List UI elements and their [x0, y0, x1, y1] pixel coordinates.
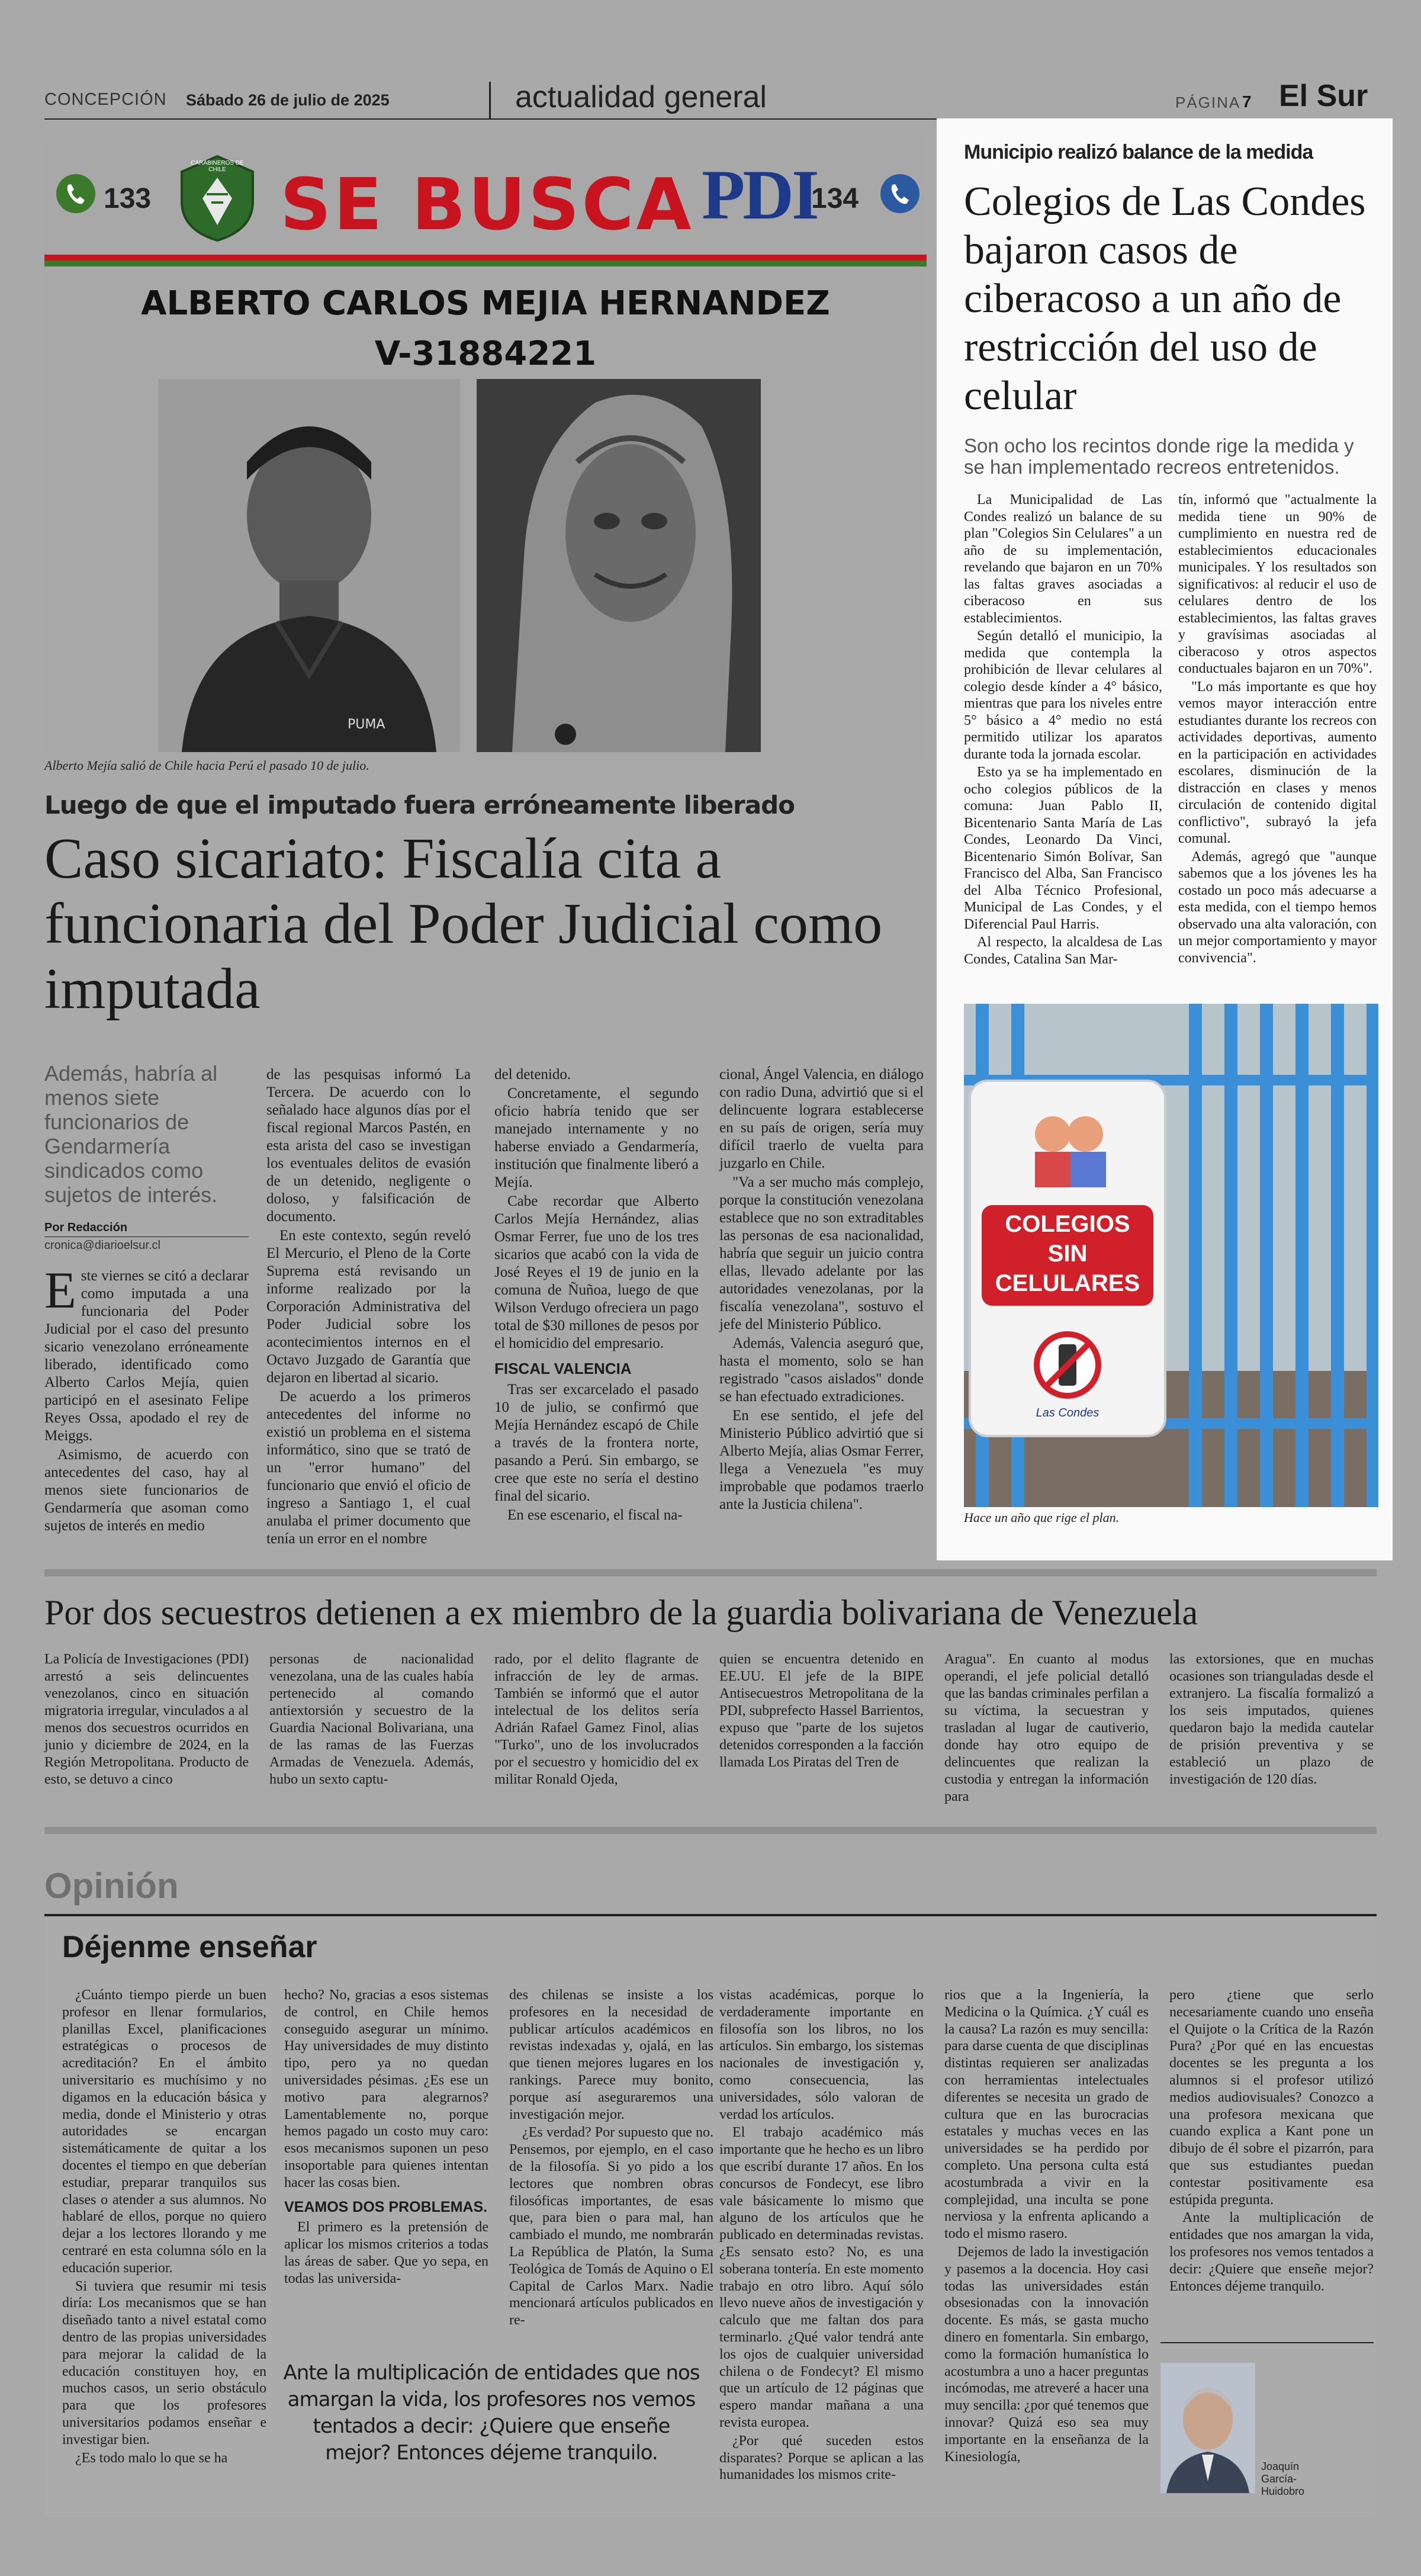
- story3-column-2: personas de nacionalidad venezolana, una de las cuales había pertenecido al comando antiextorsión y secuestro de la Guardia Nacional Bolivariana, una de las ramas de las Fuerzas Armadas de Venezuela. Además, hubo un sexto captu-: [269, 1652, 474, 1787]
- paragraph: En ese sentido, el jefe del Ministerio Público advirtió que si Alberto Mejía, alias Osmar Ferrer, llega a Venezuela "es muy improbable que podamos traerlo ante la Justicia chilena".: [719, 1408, 924, 1512]
- story3-column-4: quien se encuentra detenido en EE.UU. El jefe de la BIPE Antisecuestros Metropolitana de la PDI, subprefecto Hassel Barrientos, expuso que "parte de los sujetos detenidos corresponden a la facción llamada Los Piratas del Tren de: [719, 1652, 924, 1770]
- paragraph: del detenido.: [494, 1067, 571, 1083]
- paragraph: El primero es la pretensión de aplicar los mismos criterios a todas las áreas de saber. Que yo sepa, en todas las universida-: [284, 2220, 488, 2286]
- poster-title: SE BUSCA: [280, 164, 694, 246]
- phone-icon: [879, 173, 921, 214]
- paragraph: hecho? No, gracias a esos sistemas de control, en Chile hemos conseguido asegurar un mínimo. Hay universidades de muy distinto tipo, pero ya no quedan universidades pésimas. ¿Es ese un motivo para alegrarnos? Lamentablemente no, porque hemos pagado un costo muy caro: esos mecanismos suponen un peso insoportable para quienes intentan hacer las cosas bien.: [284, 1987, 488, 2190]
- paragraph: des chilenas se insiste a los profesores en la necesidad de publicar artículos académicos en revistas indexadas y, ojalá, en las que tienen mejores lugares en los rankings. Parece muy bonito, porque así aseguraremos una investigación mejor.: [509, 1987, 713, 2122]
- opinion-section-title: Opinión: [44, 1866, 179, 1906]
- paragraph: rios que a la Ingeniería, la Medicina o la Química. ¿Y cuál es la causa? La razón es muy sencilla: para darse cuenta de que disciplinas distintas requieren ser analizadas con herramientas intelectuales diferentes se necesita un grado de cultura que en las burocracias estatales y muchas veces en las universidades se ha perdido por completo. Una persona culta está acostumbrada a vivir en la complejidad, una inculta se pone nerviosa y la enfrenta aplicando a todo el mismo rasero.: [944, 1987, 1149, 2242]
- school-fence-photo: [964, 1004, 1378, 1507]
- paragraph: ¿Por qué suceden estos disparates? Porque se aplican a las humanidades los mismos crite-: [719, 2433, 924, 2483]
- paragraph: pero ¿tiene que serlo necesariamente cuando uno enseña el Quijote o la Crítica de la Razón Pura? ¿Por qué en las encuestas docentes se les pregunta a los alumnos si el profesor utilizó medios audiovisuales? Conozco a una profesora mexicana que cuando explica a Kant pone un dibujo de él sobre el pizarrón, para que sus estudiantes puedan contestar positivamente esa estúpida pregunta.: [1169, 1987, 1374, 2208]
- opinion-column-3: [509, 1987, 713, 2329]
- story3-column-1: La Policía de Investigaciones (PDI) arrestó a seis delincuentes venezolanos, cinco en situación migratoria irregular, vinculados a al menos dos secuestros ocurridos en junio y diciembre de 2024, en la Región Metropolitana. Producto de esto, se detuvo a cinco: [44, 1652, 249, 1787]
- section-rule: [44, 1569, 1377, 1576]
- paragraph: "Lo más importante es que hoy vemos mayor interacción entre estudiantes durante los recreos con actividades deportivas, aumento en la participación en actividades escolares, disminución de la distracción en clases y menos circulación de contenido digital conflictivo", subrayó la jefa comunal.: [1178, 679, 1377, 846]
- author-photo: [1160, 2363, 1255, 2493]
- header-date: Sábado 26 de julio de 2025: [186, 91, 390, 109]
- byline-rule: [44, 1236, 249, 1237]
- paragraph: Concretamente, el segundo oficio habría tenido que ser manejado internamente y no haberse enviado a Gendarmería, institución que finalmente liberó a Mejía.: [494, 1085, 699, 1190]
- story2-caption: Hace un año que rige el plan.: [964, 1510, 1120, 1525]
- opinion-column-1: [62, 1987, 266, 2466]
- paragraph: En ese escenario, el fiscal na-: [507, 1507, 683, 1523]
- paragraph: ¿Cuánto tiempo pierde un buen profesor en llenar formularios, planillas Excel, planificaciones estratégicas o procesos de acreditación? En el ámbito universitario es muchísimo y no digamos en la educación básica y media, donde el Ministerio y otras autoridades se encargan sistemáticamente de quitar a los docentes el tiempo en que deberían estudiar, preparar tranquilos sus clases o atender a sus alumnos. No hablaré de ellos, porque no quiero dejar a los lectores llorando y me centraré en esta columna sólo en la educación superior.: [62, 1987, 266, 2276]
- paragraph: ste viernes se citó a declarar como imputada a una funcionaria del Poder Judicial por el caso del presunto sicario venezolano erróneamente liberado, identificado como Alberto Carlos Mejía, quien participó en el asesinato Felipe Reyes Ossa, apodado el rey de Meiggs.: [44, 1268, 249, 1444]
- paragraph: cional, Ángel Valencia, en diálogo con radio Duna, advirtió que si el delincuente lograra establecerse en su país de origen, sería muy difícil traerlo de vuelta para juzgarlo en Chile.: [719, 1067, 924, 1171]
- wanted-poster: [44, 136, 927, 773]
- opinion-column-6: [1169, 1987, 1374, 2295]
- opinion-column-2: [284, 1987, 488, 2288]
- sign-line-1: COLEGIOS: [1005, 1211, 1130, 1237]
- story2-deck: Son ocho los recintos donde rige la medida y se han implementado recreos entretenidos.: [964, 435, 1354, 478]
- paragraph: Si tuviera que resumir mi tesis diría: Los mecanismos que se han diseñado tanto a nivel estatal como dentro de las propias universidades para mejorar la calidad de la educación constituyen hoy, en muchos casos, un serio obstáculo para que los profesores universitarios podamos enseñar e investigar bien.: [62, 2278, 266, 2447]
- sign-line-2: SIN: [1047, 1241, 1088, 1267]
- dropcap: E: [44, 1262, 76, 1319]
- header-divider: [489, 82, 491, 118]
- poster-phone-right: 134: [811, 183, 859, 214]
- story2-column-2: [1178, 492, 1377, 966]
- paragraph: Además, Valencia aseguró que, hasta el momento, solo se han registrado "casos aislados" donde se han efectuado extradiciones.: [719, 1335, 924, 1405]
- story3-column-3: rado, por el delito flagrante de infracción de ley de armas. También se informó que el autor intelectual de los delitos sería Adrián Rafael Gamez Finol, alias "Turko", uno de los involucrados por el secuestro y homicidio del ex militar Ronald Ojeda,: [494, 1652, 699, 1787]
- story1-deck: Además, habría al menos siete funcionarios de Gendarmería sindicados como sujetos de interés.: [44, 1061, 218, 1207]
- story2-column-1: [964, 492, 1162, 968]
- svg-text:PUMA: PUMA: [348, 717, 385, 732]
- paragraph: Asimismo, de acuerdo con antecedentes del caso, hay al menos siete funcionarios de Gendarmería que asoman como sujetos de interés en medio: [44, 1447, 249, 1534]
- paragraph: De acuerdo a los primeros antecedentes del informe no existió un problema en el sistema informático, sino que se trató de un "error humano" del funcionario que envió el oficio de ingreso a Santiago 1, el cual anulaba el primer documento que tenía un error en el nombre: [266, 1389, 471, 1547]
- section-rule: [44, 1827, 1377, 1834]
- paragraph: En este contexto, según reveló El Mercurio, el Pleno de la Corte Suprema está revisando un informe realizado por la Corporación Administrativa del Poder Judicial sobre los acontecimientos internos en el Octavo Juzgado de Garantía que dejaron en libertad al sicario.: [266, 1228, 471, 1386]
- story2-kicker: Municipio realizó balance de la medida: [964, 141, 1313, 163]
- author-name: Joaquín García-Huidobro: [1261, 2461, 1305, 2497]
- poster-stripe: [44, 261, 927, 266]
- header-page-number: 7: [1242, 92, 1252, 111]
- paragraph: Tras ser excarcelado el pasado 10 de julio, se confirmó que Mejía Hernández escapó de Chile a través de la frontera norte, pasando a Perú. Sin embargo, se cree que este no sería el destino final del sicario.: [494, 1382, 699, 1504]
- story1-headline: Caso sicariato: Fiscalía cita a funcionaria del Poder Judicial como imputada: [44, 827, 883, 1021]
- story1-byline: Por Redacción: [44, 1221, 128, 1234]
- suspect-photo: [158, 379, 460, 752]
- story3-headline: Por dos secuestros detienen a ex miembro de la guardia bolivariana de Venezuela: [44, 1593, 1198, 1632]
- avatar: [1160, 2363, 1255, 2493]
- header-paper-name: El Sur: [1279, 79, 1368, 113]
- paragraph: Ante la multiplicación de entidades que nos amargan la vida, los profesores nos vemos tentados a decir: ¿Quiere que enseñe mejor? Entonces déjeme tranquilo.: [1169, 2210, 1374, 2294]
- pull-quote: Ante la multiplicación de entidades que nos amargan la vida, los profesores nos vemos tentados a decir: ¿Quiere que enseñe mejor? Entonces déjeme tranquilo.: [283, 2361, 700, 2465]
- story3-column-5: Aragua". En cuanto al modus operandi, el jefe policial detalló que las bandas criminales perfilan a su víctima, la secuestran y trasladan al lugar de cautiverio, donde hay otro equipo de delincuentes que realizan la custodia y entregan la información para: [944, 1652, 1149, 1804]
- poster-caption: Alberto Mejía salió de Chile hacia Perú el pasado 10 de julio.: [44, 758, 369, 773]
- story1-subhead: FISCAL VALENCIA: [494, 1360, 632, 1377]
- paragraph: Esto ya se ha implementado en ocho colegios públicos de la comuna: Juan Pablo II, Bicentenario Santa María de Las Condes, Leonardo Da Vinci, Bicentenario Simón Bolívar, San Francisco del Alba, San Francisco del Alba Técnico Profesional, Municipal de Las Condes, y el Diferencial Paul Harris.: [964, 765, 1162, 932]
- story2-headline: Colegios de Las Condes bajaron casos de ciberacoso a un año de restricción del uso de celular: [964, 179, 1366, 419]
- opinion-title: Déjenme enseñar: [62, 1930, 317, 1964]
- paragraph: ¿Es verdad? Por supuesto que no. Pensemos, por ejemplo, en el caso de la filosofía. Si yo pido a los lectores que nombren obras filosóficas importantes, de esas que, para bien o para mal, han cambiado el mundo, me nombrarán La República de Platón, la Suma Teológica de Tomás de Aquino o El Capital de Carlos Marx. Nadie mencionará artículos publicados en re-: [509, 2125, 713, 2328]
- paragraph: Cabe recordar que Alberto Carlos Mejía Hernández, alias Osmar Ferrer, fue uno de los tres sicarios que acabó con la vida de José Reyes el 19 de junio en la comuna de Ñuñoa, luego de que Wilson Verdugo ofreciera un pago total de $30 millones de pesos por el homicidio del empresario.: [494, 1193, 699, 1351]
- story1-column-3: [494, 1066, 699, 1524]
- opinion-subhead: VEAMOS DOS PROBLEMAS.: [284, 2198, 488, 2215]
- opinion-column-4: [719, 1987, 924, 2484]
- sign-line-3: CELULARES: [995, 1270, 1140, 1296]
- story1-column-4: [719, 1066, 924, 1514]
- story1-kicker: Luego de que el imputado fuera erróneamente liberado: [44, 791, 795, 820]
- story3-column-6: las extorsiones, que en muchas ocasiones son trianguladas desde el extranjero. La fiscalía formalizó a los seis imputados, quienes quedaron bajo la medida cautelar de prisión preventiva y se estableció un plazo de investigación de 120 días.: [1169, 1652, 1374, 1787]
- header-city: CONCEPCIÓN: [44, 90, 167, 109]
- opinion-column-5: [944, 1987, 1149, 2465]
- paragraph: Dejemos de lado la investigación y pasemos a la docencia. Hoy casi todas las universidades están obsesionadas con la innovación docente. Es más, se gasta mucho dinero en fomentarla. Sin embargo, como la formación humanística lo acostumbra a uno a hacer preguntas incómodas, me atreveré a hacer una muy sencilla: ¿por qué tenemos que innovar? Quizá eso sea muy importante en la enseñanza de la Kinesiología,: [944, 2244, 1149, 2465]
- story1-column-2: [266, 1066, 471, 1548]
- phone-icon: [55, 173, 97, 214]
- poster-phone-left: 133: [104, 183, 152, 214]
- paragraph: de las pesquisas informó La Tercera. De acuerdo con lo señalado hace algunos días por el fiscal regional Marcos Pastén, en esta arista del caso se investigan los eventuales delitos de evasión de un detenido, negligente o doloso, y falsificación de documento.: [266, 1067, 471, 1225]
- header-page-label: PÁGINA: [1175, 94, 1241, 111]
- tattoo-photo: [477, 379, 761, 752]
- header-section: actualidad general: [515, 80, 767, 114]
- paragraph: tín, informó que "actualmente la medida tiene un 90% de cumplimiento en nuestra red de establecimientos educacionales municipales. Y los resultados son significativos: al reducir el uso de celulares dentro de los establecimientos, las faltas graves y gravísimas asociadas al ciberacoso y otros aspectos conductuales bajaron en un 70%".: [1178, 492, 1377, 676]
- poster-carabineros-text: CARABINEROS DE CHILE: [191, 160, 244, 173]
- paragraph: vistas académicas, porque lo verdaderamente importante en filosofía son los libros, no los artículos. Sin embargo, los sistemas nacionales de investigación y, como consecuencia, las universidades, sólo valoran de verdad los artículos.: [719, 1987, 924, 2122]
- sign-footer: Las Condes: [1036, 1406, 1099, 1419]
- paragraph: Al respecto, la alcaldesa de Las Condes, Catalina San Mar-: [964, 934, 1162, 967]
- paragraph: El trabajo académico más importante que he hecho es un libro que escribí durante 17 años. En los concursos de Fondecyt, ese libro vale básicamente lo mismo que alguno de los artículos que he publicado en determinadas revistas. ¿Es sensato esto? No, es una soberana tontería. En este momento trabajo en otro libro. Aquí sólo llevo nueve años de investigación y calculo que me faltan dos para terminarlo. ¿Qué valor tendrá ante los ojos de cualquier universidad chilena o de Fondecyt? El mismo que un artículo de 12 páginas que espero mandar mañana a una revista europea.: [719, 2125, 924, 2430]
- paragraph: ¿Es todo malo lo que se ha: [75, 2450, 228, 2466]
- poster-id: V-31884221: [374, 335, 597, 373]
- story1-email: cronica@diarioelsur.cl: [44, 1239, 160, 1252]
- poster-name: ALBERTO CARLOS MEJIA HERNANDEZ: [141, 284, 830, 323]
- paragraph: Además, agregó que "aunque sabemos que a los jóvenes les ha costado un poco más adecuarse a esta medida, con el tiempo hemos observado una alta valoración, con un mejor comportamiento y mayor convivencia".: [1178, 849, 1377, 966]
- pdi-logo: PDI: [702, 155, 817, 234]
- poster-stripe-red: [44, 255, 927, 261]
- paragraph: "Va a ser mucho más complejo, porque la constitución venezolana establece que no son extraditables las personas de esa nacionalidad, habría que seguir un juicio contra ellas, llevado adelante por las autoridades venezolanas, por la fiscalía venezolana", sostuvo el jefe del Ministerio Público.: [719, 1174, 924, 1332]
- story1-column-1: [44, 1262, 249, 1535]
- author-rule: [1160, 2342, 1374, 2343]
- paragraph: Según detalló el municipio, la medida que contempla la prohibición de llevar celulares al colegio desde kínder a 4° básico, mientras que para los niveles entre 5° básico a 4° medio no está permitido utilizar los aparatos durante toda la jornada escolar.: [964, 628, 1162, 762]
- paragraph: La Municipalidad de Las Condes realizó un balance de su plan "Colegios Sin Celulares" a un año de su implementación, revelando que bajaron en un 70% las faltas graves asociadas a ciberacoso en sus establecimientos.: [964, 492, 1162, 626]
